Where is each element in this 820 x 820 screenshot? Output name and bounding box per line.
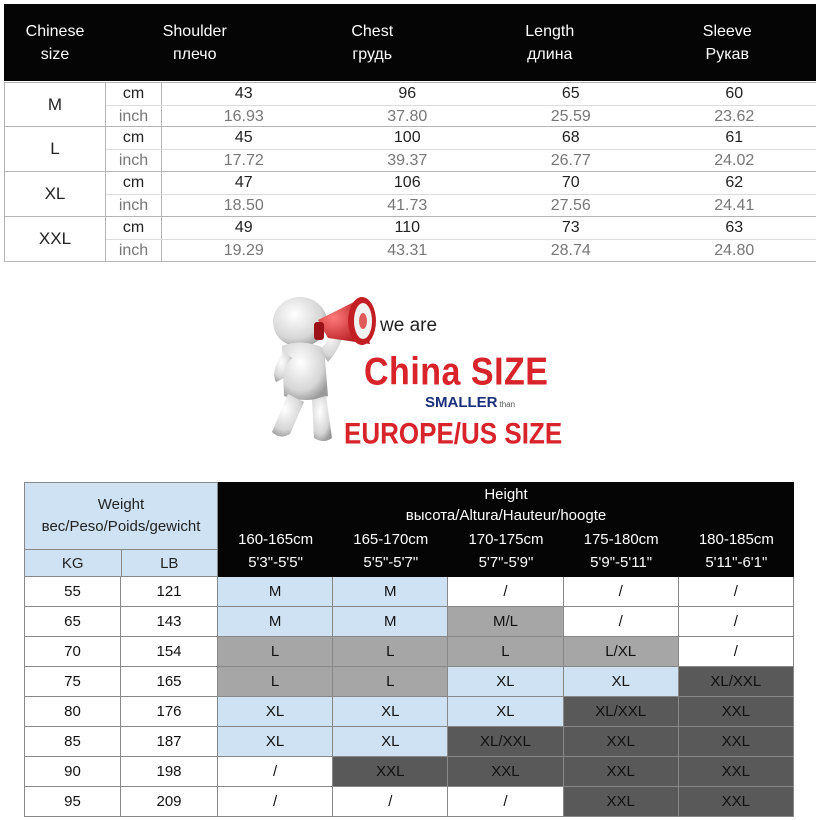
fit-chart-header bbox=[24, 482, 794, 577]
size-label: XXL bbox=[4, 217, 106, 261]
measurement-value: 37.80 bbox=[387, 108, 428, 125]
length-column-header bbox=[461, 4, 639, 81]
height-ft: 5'9"-5'11" bbox=[590, 554, 653, 571]
sleeve-header-ru: Рукав bbox=[705, 45, 749, 63]
size-row-group bbox=[4, 172, 816, 217]
height-column bbox=[679, 528, 794, 574]
recommended-size: L/XL bbox=[564, 637, 679, 667]
chest-header-en: Chest bbox=[351, 22, 394, 40]
measurement-value: 63 bbox=[725, 219, 744, 236]
banner-smaller: SMALLER bbox=[425, 394, 498, 411]
height-column bbox=[218, 528, 333, 574]
shoulder-header-en: Shoulder bbox=[162, 22, 227, 40]
size-chart-header bbox=[4, 4, 816, 81]
height-ft: 5'7"-5'9" bbox=[478, 554, 534, 571]
recommended-size: / bbox=[564, 607, 679, 637]
height-ft: 5'5"-5'7" bbox=[363, 554, 419, 571]
banner-we-are: we are bbox=[380, 315, 438, 336]
height-ft: 5'3"-5'5" bbox=[248, 554, 303, 571]
height-cm: 160-165cm bbox=[238, 531, 314, 548]
measurement-value: 47 bbox=[234, 174, 253, 191]
fit-row bbox=[24, 607, 794, 637]
unit-label: inch bbox=[106, 195, 162, 217]
inch-row bbox=[106, 150, 816, 172]
sleeve-header-en: Sleeve bbox=[702, 22, 752, 40]
measurement-value: 45 bbox=[234, 129, 253, 146]
unit-label: inch bbox=[106, 106, 162, 128]
recommended-size: XL bbox=[448, 697, 563, 727]
height-subtitle: высота/Altura/Hauteur/hoogte bbox=[405, 507, 607, 524]
measurement-value: 24.80 bbox=[714, 242, 755, 259]
measurement-value: 61 bbox=[725, 129, 744, 146]
height-cm: 180-185cm bbox=[698, 531, 774, 548]
height-cm: 170-175cm bbox=[468, 531, 544, 548]
lb-label: LB bbox=[160, 554, 179, 572]
measurement-value: 27.56 bbox=[550, 197, 591, 214]
recommended-size: XL bbox=[218, 697, 333, 727]
unit-label: cm bbox=[106, 83, 162, 105]
height-column bbox=[564, 528, 679, 574]
banner-than: than bbox=[499, 400, 516, 409]
kg-label: KG bbox=[25, 550, 122, 576]
length-header-en: Length bbox=[525, 22, 575, 40]
height-title-block bbox=[218, 482, 794, 526]
size-header-line2: size bbox=[40, 45, 70, 63]
fit-chart-body bbox=[24, 577, 794, 817]
recommended-size: XL/XXL bbox=[448, 727, 563, 757]
recommended-size: XXL bbox=[333, 757, 448, 787]
measurement-value: 19.29 bbox=[223, 242, 264, 259]
kg-value: 75 bbox=[24, 667, 121, 697]
size-row-group bbox=[4, 217, 816, 262]
length-header-ru: длина bbox=[527, 45, 573, 63]
kg-value: 90 bbox=[24, 757, 121, 787]
height-cm: 175-180cm bbox=[583, 531, 659, 548]
measurement-value: 110 bbox=[394, 219, 420, 236]
shoulder-header-ru: плечо bbox=[172, 45, 217, 63]
measurement-value: 70 bbox=[561, 174, 580, 191]
fit-row bbox=[24, 787, 794, 817]
weight-subtitle: вес/Peso/Poids/gewicht bbox=[41, 518, 201, 535]
size-label: L bbox=[4, 127, 106, 171]
size-header-line1: Chinese bbox=[25, 22, 85, 40]
inch-row bbox=[106, 240, 816, 262]
size-chart-body bbox=[4, 82, 816, 262]
recommended-size: XL bbox=[218, 727, 333, 757]
kg-value: 95 bbox=[24, 787, 121, 817]
recommended-size: XL/XXL bbox=[679, 667, 794, 697]
measurement-value: 24.41 bbox=[714, 197, 755, 214]
unit-label: inch bbox=[106, 240, 162, 262]
fit-row bbox=[24, 697, 794, 727]
measurement-value: 43.31 bbox=[387, 242, 428, 259]
measurement-value: 41.73 bbox=[387, 197, 428, 214]
lb-value: 198 bbox=[121, 757, 218, 787]
measurement-value: 49 bbox=[234, 219, 253, 236]
recommended-size: XXL bbox=[564, 727, 679, 757]
weight-units bbox=[25, 550, 217, 576]
kg-value: 85 bbox=[24, 727, 121, 757]
measurement-value: 24.02 bbox=[714, 152, 755, 169]
chest-column-header bbox=[284, 4, 462, 81]
measurement-value: 25.59 bbox=[550, 108, 591, 125]
cm-row bbox=[106, 127, 816, 150]
size-measurements bbox=[106, 172, 816, 216]
measurement-value: 39.37 bbox=[387, 152, 428, 169]
recommended-size: / bbox=[218, 787, 333, 817]
measurement-value: 73 bbox=[561, 219, 580, 236]
lb-value: 154 bbox=[121, 637, 218, 667]
recommended-size: L bbox=[218, 667, 333, 697]
recommended-size: XL/XXL bbox=[564, 697, 679, 727]
unit-label: cm bbox=[106, 172, 162, 194]
measurement-value: 43 bbox=[234, 85, 253, 102]
lb-value: 176 bbox=[121, 697, 218, 727]
weight-header bbox=[24, 482, 218, 577]
recommended-size: XXL bbox=[564, 787, 679, 817]
recommended-size: / bbox=[679, 577, 794, 607]
banner-europe-us-size: EUROPE/US SIZE bbox=[344, 416, 563, 451]
recommended-size: M bbox=[218, 607, 333, 637]
kg-value: 65 bbox=[24, 607, 121, 637]
measurement-value: 106 bbox=[393, 174, 421, 191]
recommended-size: / bbox=[564, 577, 679, 607]
fit-chart bbox=[24, 482, 794, 817]
shoulder-column-header bbox=[106, 4, 284, 81]
inch-row bbox=[106, 106, 816, 128]
recommended-size: XXL bbox=[679, 697, 794, 727]
unit-label: cm bbox=[106, 217, 162, 239]
recommended-size: M/L bbox=[448, 607, 563, 637]
recommended-size: L bbox=[333, 637, 448, 667]
measurement-value: 65 bbox=[561, 85, 580, 102]
banner-smaller-than bbox=[425, 394, 515, 411]
height-header bbox=[218, 482, 794, 577]
measurement-value: 68 bbox=[561, 129, 580, 146]
size-label: M bbox=[4, 83, 106, 126]
size-measurements bbox=[106, 217, 816, 261]
recommended-size: XXL bbox=[679, 787, 794, 817]
china-size-banner bbox=[262, 278, 562, 450]
fit-row bbox=[24, 757, 794, 787]
measurement-value: 26.77 bbox=[550, 152, 591, 169]
sleeve-column-header bbox=[639, 4, 817, 81]
weight-title-block bbox=[25, 483, 217, 550]
unit-label: cm bbox=[106, 127, 162, 149]
recommended-size: / bbox=[448, 577, 563, 607]
fit-row bbox=[24, 577, 794, 607]
height-cm: 165-170cm bbox=[353, 531, 429, 548]
recommended-size: XL bbox=[333, 727, 448, 757]
recommended-size: M bbox=[333, 607, 448, 637]
recommended-size: / bbox=[218, 757, 333, 787]
measurement-value: 23.62 bbox=[714, 108, 755, 125]
kg-value: 80 bbox=[24, 697, 121, 727]
measurement-value: 60 bbox=[725, 85, 744, 102]
height-columns bbox=[218, 528, 794, 574]
recommended-size: / bbox=[679, 637, 794, 667]
recommended-size: / bbox=[448, 787, 563, 817]
measurement-value: 18.50 bbox=[223, 197, 264, 214]
recommended-size: M bbox=[218, 577, 333, 607]
banner-china-size: China SIZE bbox=[364, 350, 549, 394]
height-column bbox=[448, 528, 563, 574]
fit-row bbox=[24, 667, 794, 697]
cm-row bbox=[106, 217, 816, 240]
cm-row bbox=[106, 83, 816, 106]
measurement-value: 96 bbox=[398, 85, 417, 102]
lb-value: 165 bbox=[121, 667, 218, 697]
recommended-size: XL bbox=[333, 697, 448, 727]
size-measurements bbox=[106, 127, 816, 171]
recommended-size: XL bbox=[448, 667, 563, 697]
fit-row bbox=[24, 727, 794, 757]
chest-header-ru: грудь bbox=[352, 45, 393, 63]
kg-value: 55 bbox=[24, 577, 121, 607]
lb-value: 143 bbox=[121, 607, 218, 637]
lb-value: 209 bbox=[121, 787, 218, 817]
measurement-value: 17.72 bbox=[223, 152, 264, 169]
recommended-size: XL bbox=[564, 667, 679, 697]
kg-value: 70 bbox=[24, 637, 121, 667]
size-row-group bbox=[4, 127, 816, 172]
recommended-size: XXL bbox=[679, 757, 794, 787]
cm-row bbox=[106, 172, 816, 195]
recommended-size: XXL bbox=[448, 757, 563, 787]
height-ft: 5'11"-6'1" bbox=[705, 554, 768, 571]
size-measurements bbox=[106, 83, 816, 126]
recommended-size: L bbox=[333, 667, 448, 697]
lb-value: 121 bbox=[121, 577, 218, 607]
inch-row bbox=[106, 195, 816, 217]
size-column-header bbox=[4, 4, 106, 81]
lb-value: 187 bbox=[121, 727, 218, 757]
recommended-size: L bbox=[448, 637, 563, 667]
recommended-size: L bbox=[218, 637, 333, 667]
size-label: XL bbox=[4, 172, 106, 216]
weight-title: Weight bbox=[97, 496, 145, 513]
recommended-size: / bbox=[333, 787, 448, 817]
fit-row bbox=[24, 637, 794, 667]
recommended-size: M bbox=[333, 577, 448, 607]
height-column bbox=[333, 528, 448, 574]
size-row-group bbox=[4, 82, 816, 127]
measurement-value: 16.93 bbox=[223, 108, 264, 125]
measurement-value: 100 bbox=[393, 129, 421, 146]
measurement-value: 62 bbox=[725, 174, 744, 191]
unit-label: inch bbox=[106, 150, 162, 172]
recommended-size: / bbox=[679, 607, 794, 637]
recommended-size: XXL bbox=[679, 727, 794, 757]
measurement-value: 28.74 bbox=[550, 242, 591, 259]
recommended-size: XXL bbox=[564, 757, 679, 787]
height-title: Height bbox=[484, 486, 528, 503]
